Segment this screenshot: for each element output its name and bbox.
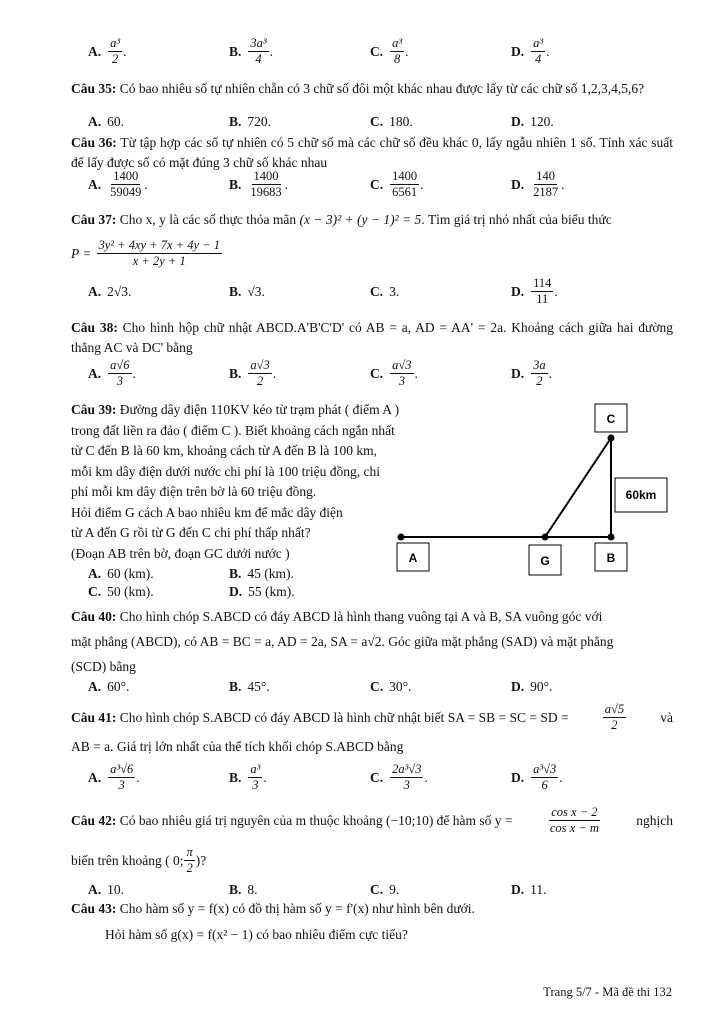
- label-g: G: [540, 554, 550, 568]
- q40-stem: Câu 40: Cho hình chóp S.ABCD có đáy ABCD là hình thang vuông tại A và B, SA vuông góc với mặt phẳng (ABCD), có AB = BC = a, AD = 2a, SA = a√2. Góc giữa mặt phẳng (SAD) và mặt phẳng (SCD) bằng: [71, 609, 614, 674]
- q38-option-a: A. $\frac{a√6}{3}$ .: [88, 358, 136, 388]
- q36-stem: Câu 36: Từ tập hợp các số tự nhiên có 5 chữ số mà các chữ số đều khác 0, lấy ngẫu nhiên 1 số. Tính xác suất để lấy được số có mặt đúng 3 chữ số khác nhau: [71, 135, 673, 170]
- q43-line2: Hỏi hàm số g(x) = f(x² − 1) có bao nhiêu điểm cực tiểu?: [105, 927, 408, 942]
- q42-option-a: A. 10.: [88, 882, 124, 897]
- q35-option-a: A. 60.: [88, 114, 124, 129]
- q36-option-c: C. $\frac{1400}{6561}$ .: [370, 169, 424, 199]
- q39-option-d: D. 55 (km).: [229, 584, 295, 599]
- q34-option-b: B. $\frac{\text{3a³}}{4}$ .: [229, 36, 274, 66]
- q37-option-c: C. 3.: [370, 284, 400, 299]
- q37-option-b: B. √3.: [229, 284, 265, 299]
- q34-option-d: D. $\frac{\text{a³}}{4}$ .: [511, 36, 550, 66]
- q37-stem: Câu 37: Cho x, y là các số thực thỏa mãn (x − 3)² + (y − 1)² = 5. Tìm giá trị nhỏ nhất của biểu thức: [71, 212, 612, 227]
- q34-option-c: C. $\frac{\text{a³}}{8}$ .: [370, 36, 409, 66]
- page-footer: Trang 5/7 - Mã đề thi 132: [543, 985, 672, 999]
- q40-option-b: B. 45°.: [229, 679, 270, 694]
- q39-option-a: A. 60 (km).: [88, 566, 154, 581]
- q39-stem: Câu 39: Đường dây điện 110KV kéo từ trạm phát ( điểm A ) trong đất liền ra đảo ( điểm C ). Biết khoảng cách ngắn nhất từ C đến B là 60 km, khoảng cách từ A đến B là 100 km, mỗi km dây điện dưới nước chi phí là 100 triệu đồng, chi phí mỗi km dây điện trên bờ là 60 triệu đồng. Hỏi điểm G cách A bao nhiêu km để mắc dây điện từ A đến G rồi từ G đến C chi phí thấp nhất? (Đoạn AB trên bờ, đoạn GC dưới nước ): [71, 402, 400, 561]
- q38-option-c: C. $\frac{a√3}{3}$ .: [370, 358, 418, 388]
- q39-option-c: C. 50 (km).: [88, 584, 154, 599]
- q41-line2: AB = a. Giá trị lớn nhất của thể tích khối chóp S.ABCD bằng: [71, 739, 404, 754]
- label-a: A: [408, 551, 418, 565]
- q40-option-c: C. 30°.: [370, 679, 412, 694]
- q36-option-b: B. $\frac{1400}{19683}$ .: [229, 169, 289, 199]
- segment-gc: [545, 438, 611, 537]
- q39-figure: [395, 400, 675, 585]
- q35-option-b: B. 720.: [229, 114, 272, 129]
- point-a: [398, 534, 405, 541]
- q41-option-b: B. $\frac{\text{a³}}{3}$ .: [229, 762, 267, 792]
- q38-option-d: D. $\frac{3a}{2}$ .: [511, 358, 552, 388]
- q42-option-d: D. 11.: [511, 882, 547, 897]
- q37-option-d: D. $\frac{114}{11}$ .: [511, 276, 558, 306]
- q35-option-c: C. 180.: [370, 114, 413, 129]
- point-g: [542, 534, 549, 541]
- q37-expression: P = $\frac{\text{3y² + 4xy + 7x + 4y − 1}}{x + 2y + 1}$: [71, 238, 220, 268]
- q38-option-b: B. $\frac{a√3}{2}$ .: [229, 358, 277, 388]
- q42-option-c: C. 9.: [370, 882, 400, 897]
- q36-option-a: A. $\frac{1400}{59049}$ .: [88, 169, 148, 199]
- q41-option-c: C. $\frac{\text{2a³√3}}{3}$ .: [370, 762, 428, 792]
- point-b: [608, 534, 615, 541]
- q43-stem: Câu 43: Cho hàm số y = f(x) có đồ thị hàm số y = f'(x) như hình bên dưới.: [71, 901, 475, 916]
- q39-option-b: B. 45 (km).: [229, 566, 294, 581]
- q40-option-a: A. 60°.: [88, 679, 130, 694]
- q41-stem: Câu 41: Cho hình chóp S.ABCD có đáy ABCD là hình chữ nhật biết SA = SB = SC = SD = $\frac{a√5}{2}$ và: [71, 702, 673, 732]
- q34-option-a: A. $\frac{\text{a³}}{2}$ .: [88, 36, 127, 66]
- q40-option-d: D. 90°.: [511, 679, 553, 694]
- q35-stem: Câu 35: Có bao nhiêu số tự nhiên chẵn có 3 chữ số đôi một khác nhau được lấy từ các chữ số 1,2,3,4,5,6?: [71, 81, 645, 96]
- q35-option-d: D. 120.: [511, 114, 554, 129]
- q38-stem: Câu 38: Cho hình hộp chữ nhật ABCD.A'B'C'D' có AB = a, AD = AA' = 2a. Khoảng cách giữa hai đường thẳng AC và DC' bằng: [71, 320, 673, 355]
- q37-option-a: A. 2√3.: [88, 284, 132, 299]
- label-c: C: [606, 412, 616, 426]
- label-b: B: [606, 551, 616, 565]
- q42-option-b: B. 8.: [229, 882, 258, 897]
- q42-line2: biến trên khoảng ( 0; $\frac{\pi}{2}$ )?: [71, 845, 207, 875]
- q42-stem: Câu 42: Có bao nhiêu giá trị nguyên của m thuộc khoảng (−10;10) để hàm số y = $\frac{\text{cos x − 2}}{\text{cos x − m}}$ nghịch: [71, 805, 673, 835]
- q36-option-d: D. $\frac{140}{2187}$ .: [511, 169, 565, 199]
- q41-option-a: A. $\frac{\text{a³√6}}{3}$ .: [88, 762, 140, 792]
- q41-option-d: D. $\frac{\text{a³√3}}{6}$ .: [511, 762, 563, 792]
- point-c: [608, 435, 615, 442]
- label-distance: 60km: [625, 488, 657, 502]
